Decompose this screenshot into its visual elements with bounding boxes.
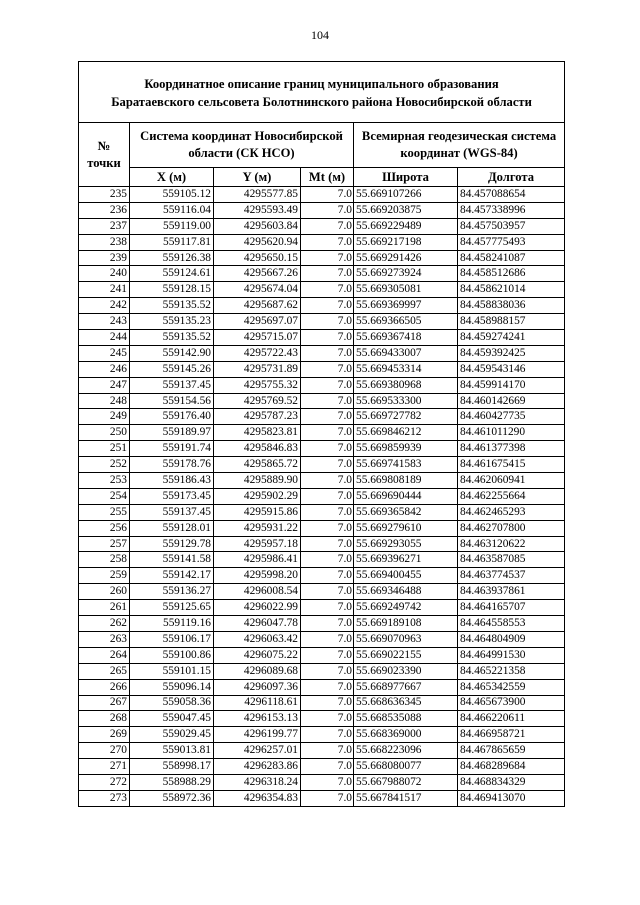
- x-cell: 559117.81: [130, 234, 214, 250]
- longitude-cell: 84.466220611: [458, 711, 565, 727]
- point-number-cell: 252: [79, 457, 130, 473]
- x-cell: 558998.17: [130, 759, 214, 775]
- latitude-cell: 55.669366505: [354, 314, 458, 330]
- point-number-cell: 238: [79, 234, 130, 250]
- latitude-cell: 55.667988072: [354, 774, 458, 790]
- longitude-cell: 84.462255664: [458, 488, 565, 504]
- longitude-cell: 84.462707800: [458, 520, 565, 536]
- point-number-cell: 259: [79, 568, 130, 584]
- y-cell: 4296089.68: [214, 663, 301, 679]
- point-number-cell: 273: [79, 790, 130, 806]
- x-cell: 559128.01: [130, 520, 214, 536]
- latitude-cell: 55.668636345: [354, 695, 458, 711]
- latitude-cell: 55.669203875: [354, 202, 458, 218]
- title-line-1: Координатное описание границ муниципального образования: [144, 77, 499, 91]
- table-row: [79, 536, 565, 552]
- point-number-cell: 258: [79, 552, 130, 568]
- x-cell: 559142.17: [130, 568, 214, 584]
- point-number-cell: 251: [79, 441, 130, 457]
- table-row: [79, 282, 565, 298]
- x-cell: 559135.52: [130, 298, 214, 314]
- latitude-cell: 55.669107266: [354, 187, 458, 203]
- x-cell: 558972.36: [130, 790, 214, 806]
- y-cell: 4295865.72: [214, 457, 301, 473]
- table-row: [79, 409, 565, 425]
- table-row: [79, 759, 565, 775]
- longitude-cell: 84.457338996: [458, 202, 565, 218]
- latitude-cell: 55.668535088: [354, 711, 458, 727]
- point-number-cell: 256: [79, 520, 130, 536]
- y-cell: 4296153.13: [214, 711, 301, 727]
- table-row: [79, 330, 565, 346]
- point-number-cell: 263: [79, 631, 130, 647]
- longitude-cell: 84.461377398: [458, 441, 565, 457]
- mt-cell: 7.0: [301, 695, 354, 711]
- table-row: [79, 202, 565, 218]
- mt-cell: 7.0: [301, 536, 354, 552]
- header-x: X (м): [130, 168, 214, 187]
- point-number-cell: 268: [79, 711, 130, 727]
- mt-cell: 7.0: [301, 727, 354, 743]
- x-cell: 559100.86: [130, 647, 214, 663]
- latitude-cell: 55.669189108: [354, 616, 458, 632]
- longitude-cell: 84.468834329: [458, 774, 565, 790]
- longitude-cell: 84.458512686: [458, 266, 565, 282]
- point-number-cell: 253: [79, 473, 130, 489]
- x-cell: 559137.45: [130, 504, 214, 520]
- table-row: [79, 520, 565, 536]
- table-row: [79, 727, 565, 743]
- y-cell: 4296118.61: [214, 695, 301, 711]
- header-point-number-symbol: №: [97, 138, 111, 153]
- document-title: [79, 62, 565, 123]
- longitude-cell: 84.465342559: [458, 679, 565, 695]
- mt-cell: 7.0: [301, 377, 354, 393]
- point-number-cell: 269: [79, 727, 130, 743]
- longitude-cell: 84.465673900: [458, 695, 565, 711]
- longitude-cell: 84.457088654: [458, 187, 565, 203]
- latitude-cell: 55.669229489: [354, 218, 458, 234]
- latitude-cell: 55.669741583: [354, 457, 458, 473]
- mt-cell: 7.0: [301, 250, 354, 266]
- point-number-cell: 245: [79, 345, 130, 361]
- longitude-cell: 84.458241087: [458, 250, 565, 266]
- point-number-cell: 255: [79, 504, 130, 520]
- y-cell: 4296097.36: [214, 679, 301, 695]
- coordinates-body: [79, 187, 565, 807]
- mt-cell: 7.0: [301, 409, 354, 425]
- latitude-cell: 55.669690444: [354, 488, 458, 504]
- mt-cell: 7.0: [301, 631, 354, 647]
- mt-cell: 7.0: [301, 568, 354, 584]
- x-cell: 559047.45: [130, 711, 214, 727]
- mt-cell: 7.0: [301, 584, 354, 600]
- longitude-cell: 84.464165707: [458, 600, 565, 616]
- latitude-cell: 55.668369000: [354, 727, 458, 743]
- table-row: [79, 774, 565, 790]
- header-local-system: [130, 123, 354, 168]
- table-row: [79, 631, 565, 647]
- point-number-cell: 236: [79, 202, 130, 218]
- x-cell: 559142.90: [130, 345, 214, 361]
- y-cell: 4295577.85: [214, 187, 301, 203]
- latitude-cell: 55.669367418: [354, 330, 458, 346]
- latitude-cell: 55.669249742: [354, 600, 458, 616]
- x-cell: 559128.15: [130, 282, 214, 298]
- mt-cell: 7.0: [301, 647, 354, 663]
- y-cell: 4295593.49: [214, 202, 301, 218]
- x-cell: 559189.97: [130, 425, 214, 441]
- latitude-cell: 55.669380968: [354, 377, 458, 393]
- point-number-cell: 243: [79, 314, 130, 330]
- x-cell: 559178.76: [130, 457, 214, 473]
- mt-cell: 7.0: [301, 473, 354, 489]
- mt-cell: 7.0: [301, 393, 354, 409]
- y-cell: 4295846.83: [214, 441, 301, 457]
- x-cell: 559135.23: [130, 314, 214, 330]
- y-cell: 4295674.04: [214, 282, 301, 298]
- point-number-cell: 257: [79, 536, 130, 552]
- mt-cell: 7.0: [301, 298, 354, 314]
- header-y: Y (м): [214, 168, 301, 187]
- mt-cell: 7.0: [301, 234, 354, 250]
- y-cell: 4295915.86: [214, 504, 301, 520]
- table-row: [79, 187, 565, 203]
- table-row: [79, 504, 565, 520]
- table-row: [79, 790, 565, 806]
- table-row: [79, 266, 565, 282]
- mt-cell: 7.0: [301, 441, 354, 457]
- mt-cell: 7.0: [301, 743, 354, 759]
- point-number-cell: 254: [79, 488, 130, 504]
- y-cell: 4296318.24: [214, 774, 301, 790]
- y-cell: 4296283.86: [214, 759, 301, 775]
- title-line-2: Баратаевского сельсовета Болотнинского района Новосибирской области: [111, 95, 532, 109]
- x-cell: 559029.45: [130, 727, 214, 743]
- latitude-cell: 55.669291426: [354, 250, 458, 266]
- longitude-cell: 84.457775493: [458, 234, 565, 250]
- longitude-cell: 84.460142669: [458, 393, 565, 409]
- y-cell: 4295755.32: [214, 377, 301, 393]
- latitude-cell: 55.669433007: [354, 345, 458, 361]
- longitude-cell: 84.462060941: [458, 473, 565, 489]
- x-cell: 559136.27: [130, 584, 214, 600]
- header-point-number-label: точки: [87, 155, 121, 170]
- x-cell: 559154.56: [130, 393, 214, 409]
- header-wgs-system: [354, 123, 565, 168]
- x-cell: 559105.12: [130, 187, 214, 203]
- longitude-cell: 84.463774537: [458, 568, 565, 584]
- longitude-cell: 84.462465293: [458, 504, 565, 520]
- mt-cell: 7.0: [301, 314, 354, 330]
- table-row: [79, 473, 565, 489]
- longitude-cell: 84.461675415: [458, 457, 565, 473]
- y-cell: 4295697.07: [214, 314, 301, 330]
- table-row: [79, 616, 565, 632]
- x-cell: 559116.04: [130, 202, 214, 218]
- mt-cell: 7.0: [301, 663, 354, 679]
- x-cell: 559096.14: [130, 679, 214, 695]
- longitude-cell: 84.458838036: [458, 298, 565, 314]
- coordinates-table: [78, 61, 565, 807]
- y-cell: 4295715.07: [214, 330, 301, 346]
- y-cell: 4296063.42: [214, 631, 301, 647]
- table-row: [79, 345, 565, 361]
- mt-cell: 7.0: [301, 616, 354, 632]
- x-cell: 559191.74: [130, 441, 214, 457]
- point-number-cell: 239: [79, 250, 130, 266]
- latitude-cell: 55.668223096: [354, 743, 458, 759]
- mt-cell: 7.0: [301, 759, 354, 775]
- mt-cell: 7.0: [301, 504, 354, 520]
- table-row: [79, 679, 565, 695]
- table-row: [79, 600, 565, 616]
- latitude-cell: 55.669808189: [354, 473, 458, 489]
- table-row: [79, 393, 565, 409]
- x-cell: 559137.45: [130, 377, 214, 393]
- point-number-cell: 242: [79, 298, 130, 314]
- point-number-cell: 271: [79, 759, 130, 775]
- header-local-system-line-2: области (СК НСО): [188, 146, 295, 160]
- y-cell: 4296047.78: [214, 616, 301, 632]
- point-number-cell: 266: [79, 679, 130, 695]
- table-row: [79, 663, 565, 679]
- point-number-cell: 270: [79, 743, 130, 759]
- latitude-cell: 55.669279610: [354, 520, 458, 536]
- table-row: [79, 250, 565, 266]
- y-cell: 4295957.18: [214, 536, 301, 552]
- table-row: [79, 743, 565, 759]
- mt-cell: 7.0: [301, 600, 354, 616]
- table-row: [79, 425, 565, 441]
- latitude-cell: 55.669453314: [354, 361, 458, 377]
- point-number-cell: 244: [79, 330, 130, 346]
- x-cell: 559129.78: [130, 536, 214, 552]
- mt-cell: 7.0: [301, 202, 354, 218]
- table-row: [79, 218, 565, 234]
- point-number-cell: 247: [79, 377, 130, 393]
- mt-cell: 7.0: [301, 552, 354, 568]
- y-cell: 4296008.54: [214, 584, 301, 600]
- longitude-cell: 84.466958721: [458, 727, 565, 743]
- header-latitude: Широта: [354, 168, 458, 187]
- longitude-cell: 84.464991530: [458, 647, 565, 663]
- table-row: [79, 647, 565, 663]
- point-number-cell: 240: [79, 266, 130, 282]
- longitude-cell: 84.460427735: [458, 409, 565, 425]
- point-number-cell: 248: [79, 393, 130, 409]
- table-row: [79, 298, 565, 314]
- mt-cell: 7.0: [301, 679, 354, 695]
- table-row: [79, 711, 565, 727]
- x-cell: 559126.38: [130, 250, 214, 266]
- y-cell: 4295902.29: [214, 488, 301, 504]
- header-wgs-system-line-2: координат (WGS-84): [400, 146, 518, 160]
- latitude-cell: 55.669369997: [354, 298, 458, 314]
- longitude-cell: 84.464558553: [458, 616, 565, 632]
- mt-cell: 7.0: [301, 187, 354, 203]
- table-row: [79, 552, 565, 568]
- longitude-cell: 84.461011290: [458, 425, 565, 441]
- point-number-cell: 262: [79, 616, 130, 632]
- table-row: [79, 377, 565, 393]
- longitude-cell: 84.463587085: [458, 552, 565, 568]
- latitude-cell: 55.668977667: [354, 679, 458, 695]
- y-cell: 4295769.52: [214, 393, 301, 409]
- mt-cell: 7.0: [301, 711, 354, 727]
- mt-cell: 7.0: [301, 218, 354, 234]
- latitude-cell: 55.669396271: [354, 552, 458, 568]
- table-row: [79, 361, 565, 377]
- x-cell: 558988.29: [130, 774, 214, 790]
- mt-cell: 7.0: [301, 488, 354, 504]
- point-number-cell: 265: [79, 663, 130, 679]
- mt-cell: 7.0: [301, 425, 354, 441]
- longitude-cell: 84.457503957: [458, 218, 565, 234]
- x-cell: 559119.00: [130, 218, 214, 234]
- page-number: 104: [311, 28, 329, 42]
- y-cell: 4296075.22: [214, 647, 301, 663]
- mt-cell: 7.0: [301, 330, 354, 346]
- latitude-cell: 55.669070963: [354, 631, 458, 647]
- header-mt: Mt (м): [301, 168, 354, 187]
- latitude-cell: 55.668080077: [354, 759, 458, 775]
- y-cell: 4295787.23: [214, 409, 301, 425]
- header-local-system-line-1: Система координат Новосибирской: [140, 129, 343, 143]
- x-cell: 559145.26: [130, 361, 214, 377]
- longitude-cell: 84.458988157: [458, 314, 565, 330]
- point-number-cell: 260: [79, 584, 130, 600]
- longitude-cell: 84.464804909: [458, 631, 565, 647]
- y-cell: 4296022.99: [214, 600, 301, 616]
- mt-cell: 7.0: [301, 790, 354, 806]
- header-wgs-system-line-1: Всемирная геодезическая система: [361, 129, 557, 143]
- y-cell: 4295687.62: [214, 298, 301, 314]
- point-number-cell: 267: [79, 695, 130, 711]
- latitude-cell: 55.669023390: [354, 663, 458, 679]
- latitude-cell: 55.669365842: [354, 504, 458, 520]
- y-cell: 4295889.90: [214, 473, 301, 489]
- y-cell: 4296199.77: [214, 727, 301, 743]
- y-cell: 4295931.22: [214, 520, 301, 536]
- header-point-number: [79, 123, 130, 187]
- table-row: [79, 234, 565, 250]
- point-number-cell: 264: [79, 647, 130, 663]
- longitude-cell: 84.468289684: [458, 759, 565, 775]
- point-number-cell: 235: [79, 187, 130, 203]
- latitude-cell: 55.669727782: [354, 409, 458, 425]
- longitude-cell: 84.459543146: [458, 361, 565, 377]
- longitude-cell: 84.469413070: [458, 790, 565, 806]
- latitude-cell: 55.667841517: [354, 790, 458, 806]
- mt-cell: 7.0: [301, 361, 354, 377]
- longitude-cell: 84.459392425: [458, 345, 565, 361]
- x-cell: 559141.58: [130, 552, 214, 568]
- point-number-cell: 250: [79, 425, 130, 441]
- x-cell: 559176.40: [130, 409, 214, 425]
- x-cell: 559124.61: [130, 266, 214, 282]
- latitude-cell: 55.669022155: [354, 647, 458, 663]
- point-number-cell: 241: [79, 282, 130, 298]
- y-cell: 4295603.84: [214, 218, 301, 234]
- point-number-cell: 249: [79, 409, 130, 425]
- x-cell: 559106.17: [130, 631, 214, 647]
- latitude-cell: 55.669346488: [354, 584, 458, 600]
- y-cell: 4296257.01: [214, 743, 301, 759]
- point-number-cell: 237: [79, 218, 130, 234]
- longitude-cell: 84.458621014: [458, 282, 565, 298]
- mt-cell: 7.0: [301, 774, 354, 790]
- longitude-cell: 84.465221358: [458, 663, 565, 679]
- y-cell: 4295620.94: [214, 234, 301, 250]
- latitude-cell: 55.669859939: [354, 441, 458, 457]
- latitude-cell: 55.669273924: [354, 266, 458, 282]
- x-cell: 559058.36: [130, 695, 214, 711]
- y-cell: 4295722.43: [214, 345, 301, 361]
- latitude-cell: 55.669533300: [354, 393, 458, 409]
- latitude-cell: 55.669305081: [354, 282, 458, 298]
- table-row: [79, 568, 565, 584]
- x-cell: 559119.16: [130, 616, 214, 632]
- point-number-cell: 272: [79, 774, 130, 790]
- x-cell: 559125.65: [130, 600, 214, 616]
- y-cell: 4295998.20: [214, 568, 301, 584]
- x-cell: 559186.43: [130, 473, 214, 489]
- table-row: [79, 488, 565, 504]
- table-row: [79, 314, 565, 330]
- y-cell: 4295823.81: [214, 425, 301, 441]
- mt-cell: 7.0: [301, 520, 354, 536]
- y-cell: 4295667.26: [214, 266, 301, 282]
- mt-cell: 7.0: [301, 266, 354, 282]
- point-number-cell: 261: [79, 600, 130, 616]
- longitude-cell: 84.459914170: [458, 377, 565, 393]
- point-number-cell: 246: [79, 361, 130, 377]
- longitude-cell: 84.459274241: [458, 330, 565, 346]
- mt-cell: 7.0: [301, 282, 354, 298]
- latitude-cell: 55.669293055: [354, 536, 458, 552]
- y-cell: 4296354.83: [214, 790, 301, 806]
- latitude-cell: 55.669400455: [354, 568, 458, 584]
- longitude-cell: 84.463120622: [458, 536, 565, 552]
- x-cell: 559173.45: [130, 488, 214, 504]
- y-cell: 4295986.41: [214, 552, 301, 568]
- table-row: [79, 457, 565, 473]
- header-longitude: Долгота: [458, 168, 565, 187]
- longitude-cell: 84.467865659: [458, 743, 565, 759]
- x-cell: 559135.52: [130, 330, 214, 346]
- table-row: [79, 584, 565, 600]
- x-cell: 559101.15: [130, 663, 214, 679]
- longitude-cell: 84.463937861: [458, 584, 565, 600]
- x-cell: 559013.81: [130, 743, 214, 759]
- latitude-cell: 55.669846212: [354, 425, 458, 441]
- mt-cell: 7.0: [301, 457, 354, 473]
- y-cell: 4295731.89: [214, 361, 301, 377]
- mt-cell: 7.0: [301, 345, 354, 361]
- table-row: [79, 441, 565, 457]
- latitude-cell: 55.669217198: [354, 234, 458, 250]
- y-cell: 4295650.15: [214, 250, 301, 266]
- table-row: [79, 695, 565, 711]
